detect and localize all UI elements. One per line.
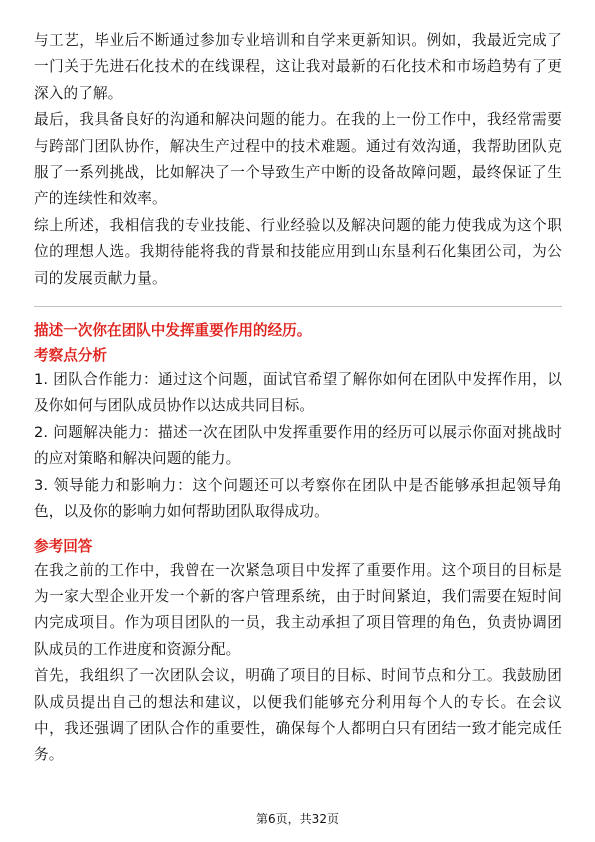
section-divider (34, 306, 562, 307)
analysis-item: 3. 领导能力和影响力：这个问题还可以考察你在团队中是否能够承担起领导角色，以及你的影响力如何帮助团队取得成功。 (34, 476, 562, 521)
intro-section (34, 28, 562, 292)
answer-paragraph: 首先，我组织了一次团队会议，明确了项目的目标、时间节点和分工。我鼓励团队成员提出自己的想法和建议，以便我们能够充分利用每个人的专长。在会议中，我还强调了团队合作的重要性，确保每个人都明白只有团结一致才能完成任务。 (34, 667, 562, 764)
intro-paragraph: 最后，我具备良好的沟通和解决问题的能力。在我的上一份工作中，我经常需要与跨部门团队协作，解决生产过程中的技术难题。通过有效沟通，我帮助团队克服了一系列挑战，比如解决了一个导致生产中断的设备故障问题，最终保证了生产的连续性和效率。 (34, 111, 562, 208)
page-number: 第6页，共32页 (256, 812, 339, 826)
document-page (34, 28, 562, 769)
analysis-item: 1. 团队合作能力：通过这个问题，面试官希望了解你如何在团队中发挥作用，以及你如何与团队成员协作以达成共同目标。 (34, 371, 562, 415)
analysis-item: 2. 问题解决能力：描述一次在团队中发挥重要作用的经历可以展示你面对挑战时的应对策略和解决问题的能力。 (34, 423, 562, 468)
answer-title: 参考回答 (34, 537, 93, 555)
intro-paragraph: 综上所述，我相信我的专业技能、行业经验以及解决问题的能力使我成为这个职位的理想人选。我期待能将我的背景和技能应用到山东垦利石化集团公司，为公司的发展贡献力量。 (34, 216, 562, 287)
answer-paragraph: 在我之前的工作中，我曾在一次紧急项目中发挥了重要作用。这个项目的目标是为一家大型企业开发一个新的客户管理系统，由于时间紧迫，我们需要在短时间内完成项目。作为项目团队的一员，我主动承担了项目管理的角色，负责协调团队成员的工作进度和资源分配。 (34, 561, 562, 658)
analysis-section (34, 345, 562, 525)
analysis-title: 考察点分析 (34, 347, 107, 365)
question-title: 描述一次你在团队中发挥重要作用的经历。 (34, 322, 312, 340)
answer-section (34, 536, 562, 769)
intro-paragraph: 与工艺，毕业后不断通过参加专业培训和自学来更新知识。例如，我最近完成了一门关于先进石化技术的在线课程，这让我对最新的石化技术和市场趋势有了更深入的了解。 (34, 32, 562, 102)
